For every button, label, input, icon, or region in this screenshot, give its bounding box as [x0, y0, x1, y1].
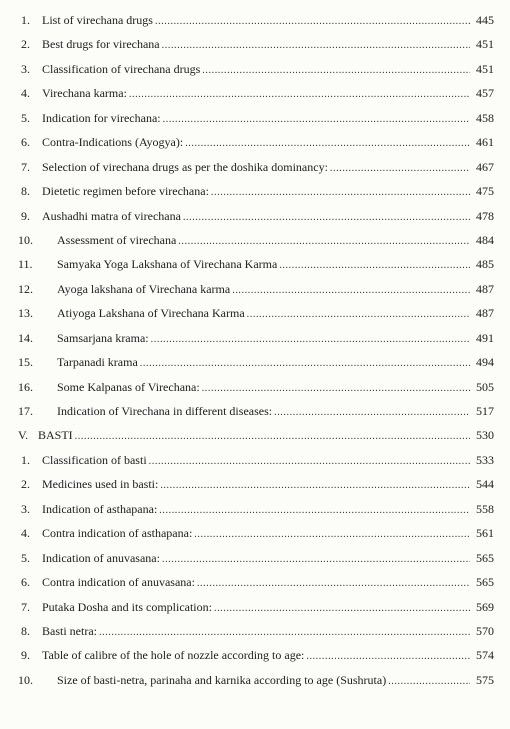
toc-entry	[18, 380, 494, 404]
dot-leader	[274, 406, 470, 420]
toc-entry-page-number: 533	[476, 452, 494, 467]
dot-leader	[194, 528, 470, 542]
toc-entry-page-number: 565	[476, 575, 494, 590]
toc-entry-title: Aushadhi matra of virechana	[42, 208, 181, 223]
toc-entry-title: Table of calibre of the hole of nozzle according to age:	[42, 648, 305, 663]
dot-leader	[185, 137, 470, 151]
dot-leader	[202, 64, 470, 78]
toc-entry-number: 5.	[21, 550, 30, 565]
dot-leader	[306, 650, 470, 664]
toc-entry-number: 9.	[21, 648, 30, 663]
toc-entry-number: 17.	[18, 404, 33, 418]
toc-entry-number: 4.	[21, 526, 30, 541]
toc-entry-number: 1.	[21, 13, 30, 27]
toc-entry-page-number: 487	[476, 306, 494, 321]
toc-entry-title: Medicines used in basti:	[42, 477, 159, 492]
toc-entry	[18, 233, 494, 257]
toc-entry-title: Indication for virechana:	[42, 110, 161, 125]
toc-entry-number: 10.	[18, 672, 33, 687]
toc-entry	[18, 160, 494, 184]
dot-leader	[99, 626, 470, 640]
toc-entry-page-number: 569	[476, 599, 494, 614]
toc-entry-number: 6.	[21, 135, 30, 150]
dot-leader	[159, 504, 470, 518]
dot-leader	[163, 113, 470, 127]
toc-entry-number: 2.	[21, 37, 30, 52]
toc-entry-number: 7.	[21, 159, 30, 174]
toc-entry	[18, 355, 494, 379]
toc-entry-number: 9.	[21, 208, 30, 223]
toc-entry-number: 15.	[18, 355, 33, 370]
toc-entry-number: 8.	[21, 184, 30, 199]
toc-entry-page-number: 517	[476, 404, 494, 418]
dot-leader	[155, 15, 470, 29]
toc-entry	[18, 135, 494, 159]
toc-entry	[18, 282, 494, 306]
toc-entry-page-number: 451	[476, 61, 494, 76]
dot-leader	[160, 479, 470, 493]
dot-leader	[247, 308, 470, 322]
dot-leader	[197, 577, 470, 591]
toc-entry-title: Assessment of virechana	[57, 232, 177, 247]
toc-entry-title: Dietetic regimen before virechana:	[42, 184, 209, 199]
dot-leader	[279, 259, 470, 273]
toc-entry-title: Indication of anuvasana:	[42, 550, 160, 565]
toc-entry	[18, 477, 494, 501]
table-of-contents	[18, 13, 494, 697]
toc-entry-number: 4.	[21, 86, 30, 101]
toc-entry-title: Putaka Dosha and its complication:	[42, 599, 212, 614]
toc-entry-title: Contra indication of anuvasana:	[42, 575, 195, 590]
toc-entry-page-number: 505	[476, 379, 494, 394]
toc-entry	[18, 428, 494, 452]
toc-entry-title: Virechana karma:	[42, 86, 127, 101]
toc-entry	[18, 306, 494, 330]
dot-leader	[140, 357, 470, 371]
dot-leader	[151, 333, 470, 347]
toc-entry-number: 1.	[21, 452, 30, 467]
toc-entry	[18, 551, 494, 575]
toc-entry	[18, 37, 494, 61]
dot-leader	[202, 382, 470, 396]
toc-entry-page-number: 467	[476, 159, 494, 174]
toc-entry-page-number: 574	[476, 648, 494, 663]
toc-entry	[18, 13, 494, 37]
toc-entry-title: Contra indication of asthapana:	[42, 526, 193, 541]
dot-leader	[149, 455, 470, 469]
toc-entry-title: Samyaka Yoga Lakshana of Virechana Karma	[57, 257, 278, 272]
toc-entry-number: 3.	[21, 501, 30, 516]
toc-entry-title: Some Kalpanas of Virechana:	[57, 379, 200, 394]
toc-entry	[18, 257, 494, 281]
dot-leader	[162, 39, 470, 53]
toc-entry-page-number: 485	[476, 257, 494, 272]
dot-leader	[75, 430, 470, 444]
toc-entry-number: 13.	[18, 306, 33, 321]
toc-entry-title: Basti netra:	[42, 623, 97, 638]
toc-entry-page-number: 487	[476, 281, 494, 296]
toc-entry	[18, 673, 494, 697]
toc-entry-number: 5.	[21, 110, 30, 125]
toc-entry-page-number: 575	[476, 672, 494, 687]
toc-entry-page-number: 491	[476, 330, 494, 345]
toc-entry-number: 16.	[18, 379, 33, 394]
toc-entry	[18, 404, 494, 428]
dot-leader	[232, 284, 470, 298]
toc-entry-page-number: 544	[476, 477, 494, 492]
toc-entry-title: Atiyoga Lakshana of Virechana Karma	[57, 306, 245, 321]
dot-leader	[330, 162, 470, 176]
toc-entry-page-number: 530	[476, 428, 494, 443]
toc-entry-title: BASTI	[38, 428, 73, 443]
toc-entry-number: V.	[18, 428, 29, 443]
toc-entry-page-number: 484	[476, 232, 494, 247]
toc-entry-page-number: 561	[476, 526, 494, 541]
toc-entry-title: Classification of basti	[42, 452, 147, 467]
toc-entry-title: Indication of Virechana in different diseases:	[57, 404, 273, 418]
dot-leader	[183, 211, 470, 225]
toc-entry-page-number: 478	[476, 208, 494, 223]
toc-entry	[18, 624, 494, 648]
toc-entry-number: 7.	[21, 599, 30, 614]
dot-leader	[129, 88, 470, 102]
dot-leader	[388, 675, 470, 689]
toc-entry-page-number: 558	[476, 501, 494, 516]
toc-entry-title: Size of basti-netra, parinaha and karnika according to age (Sushruta)	[57, 672, 387, 687]
toc-entry-number: 2.	[21, 477, 30, 492]
toc-entry-title: Contra-Indications (Ayogya):	[42, 135, 184, 150]
toc-entry-number: 12.	[18, 281, 33, 296]
toc-entry-page-number: 494	[476, 355, 494, 370]
toc-entry	[18, 502, 494, 526]
toc-entry	[18, 648, 494, 672]
toc-entry-number: 6.	[21, 575, 30, 590]
toc-entry-title: Tarpanadi krama	[57, 355, 138, 370]
toc-entry-title: Classification of virechana drugs	[42, 61, 201, 76]
toc-entry-number: 14.	[18, 330, 33, 345]
toc-entry-title: Selection of virechana drugs as per the doshika dominancy:	[42, 159, 328, 174]
toc-entry-number: 8.	[21, 623, 30, 638]
toc-entry-page-number: 445	[476, 13, 494, 27]
toc-entry-title: Samsarjana krama:	[57, 330, 149, 345]
dot-leader	[162, 553, 470, 567]
dot-leader	[214, 602, 470, 616]
toc-entry	[18, 62, 494, 86]
toc-entry-number: 10.	[18, 232, 33, 247]
toc-entry	[18, 600, 494, 624]
toc-entry-page-number: 570	[476, 623, 494, 638]
toc-entry-page-number: 458	[476, 110, 494, 125]
toc-entry-page-number: 475	[476, 184, 494, 199]
toc-entry-title: Indication of asthapana:	[42, 501, 158, 516]
toc-entry-page-number: 461	[476, 135, 494, 150]
toc-entry-title: List of virechana drugs	[42, 13, 153, 27]
toc-entry	[18, 86, 494, 110]
toc-entry	[18, 331, 494, 355]
toc-entry	[18, 453, 494, 477]
toc-entry-title: Ayoga lakshana of Virechana karma	[57, 281, 231, 296]
dot-leader	[211, 186, 470, 200]
toc-entry	[18, 575, 494, 599]
toc-entry-number: 11.	[18, 257, 33, 272]
toc-entry-page-number: 451	[476, 37, 494, 52]
dot-leader	[178, 235, 470, 249]
toc-entry	[18, 526, 494, 550]
toc-entry	[18, 184, 494, 208]
toc-entry-page-number: 565	[476, 550, 494, 565]
toc-entry-title: Best drugs for virechana	[42, 37, 160, 52]
toc-entry-page-number: 457	[476, 86, 494, 101]
toc-entry	[18, 209, 494, 233]
toc-entry	[18, 111, 494, 135]
toc-entry-number: 3.	[21, 61, 30, 76]
